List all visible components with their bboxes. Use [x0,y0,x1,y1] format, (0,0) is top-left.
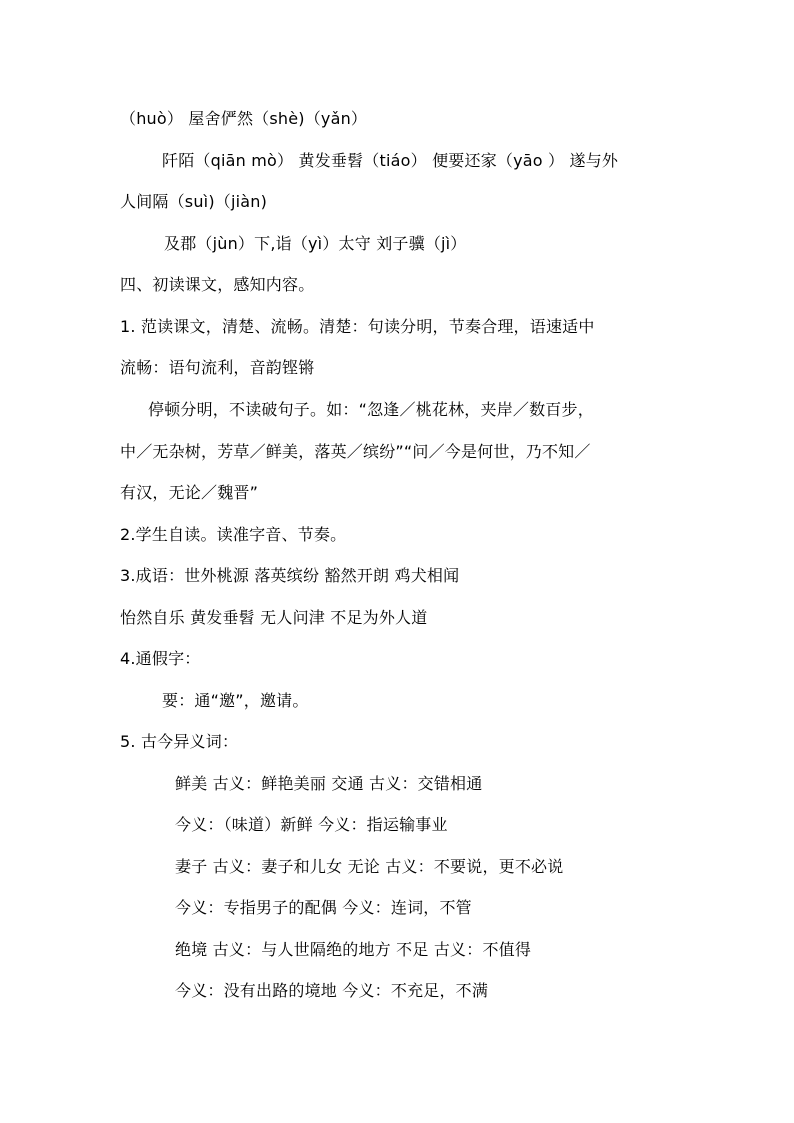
section-heading-4: 四、初读课文，感知内容。 [120,275,315,294]
item-5-detail-1: 鲜美 古义：鲜艳美丽 交通 古义：交错相通 [175,774,483,793]
item-1-line-1: 1. 范读课文，清楚、流畅。清楚：句读分明，节奏合理，语速适中 [120,317,595,336]
item-1-line-5: 有汉，无论／魏晋” [120,483,259,502]
pinyin-line-wushe: （huò） 屋舍俨然（shè)（yǎn） [120,109,368,128]
item-3-line-1: 3.成语：世外桃源 落英缤纷 豁然开朗 鸡犬相闻 [120,566,460,585]
item-4-detail: 要：通“邀”，邀请。 [162,691,309,710]
item-5-detail-5: 绝境 古义：与人世隔绝的地方 不足 古义：不值得 [175,940,532,959]
pinyin-line-qianmo: 阡陌（qiān mò） 黄发垂髫（tiáo） 便要还家（yāo ） 遂与外 [162,151,619,170]
pinyin-line-jijun: 及郡（jùn）下,诣（yì）太守 刘子骥（jì） [164,234,467,253]
pinyin-line-suijian: 人间隔（suì)（jiàn) [120,192,268,211]
item-5-detail-3: 妻子 古义：妻子和儿女 无论 古义：不要说，更不必说 [175,857,564,876]
item-4: 4.通假字： [120,649,201,668]
item-1-line-3: 停顿分明，不读破句子。如：“忽逢／桃花林，夹岸／数百步， [148,400,594,419]
item-5: 5. 古今异义词： [120,732,239,751]
item-2: 2.学生自读。读准字音、节奏。 [120,525,347,544]
item-5-detail-6: 今义：没有出路的境地 今义：不充足，不满 [175,981,489,1000]
item-5-detail-4: 今义：专指男子的配偶 今义：连词，不管 [175,898,472,917]
item-3-line-2: 怡然自乐 黄发垂髫 无人问津 不足为外人道 [120,608,428,627]
item-1-line-2: 流畅：语句流利，音韵铿锵 [120,358,315,377]
item-1-line-4: 中／无杂树，芳草／鲜美，落英／缤纷”“问／今是何世，乃不知／ [120,442,591,461]
item-5-detail-2: 今义：（味道）新鲜 今义：指运输事业 [175,815,448,834]
